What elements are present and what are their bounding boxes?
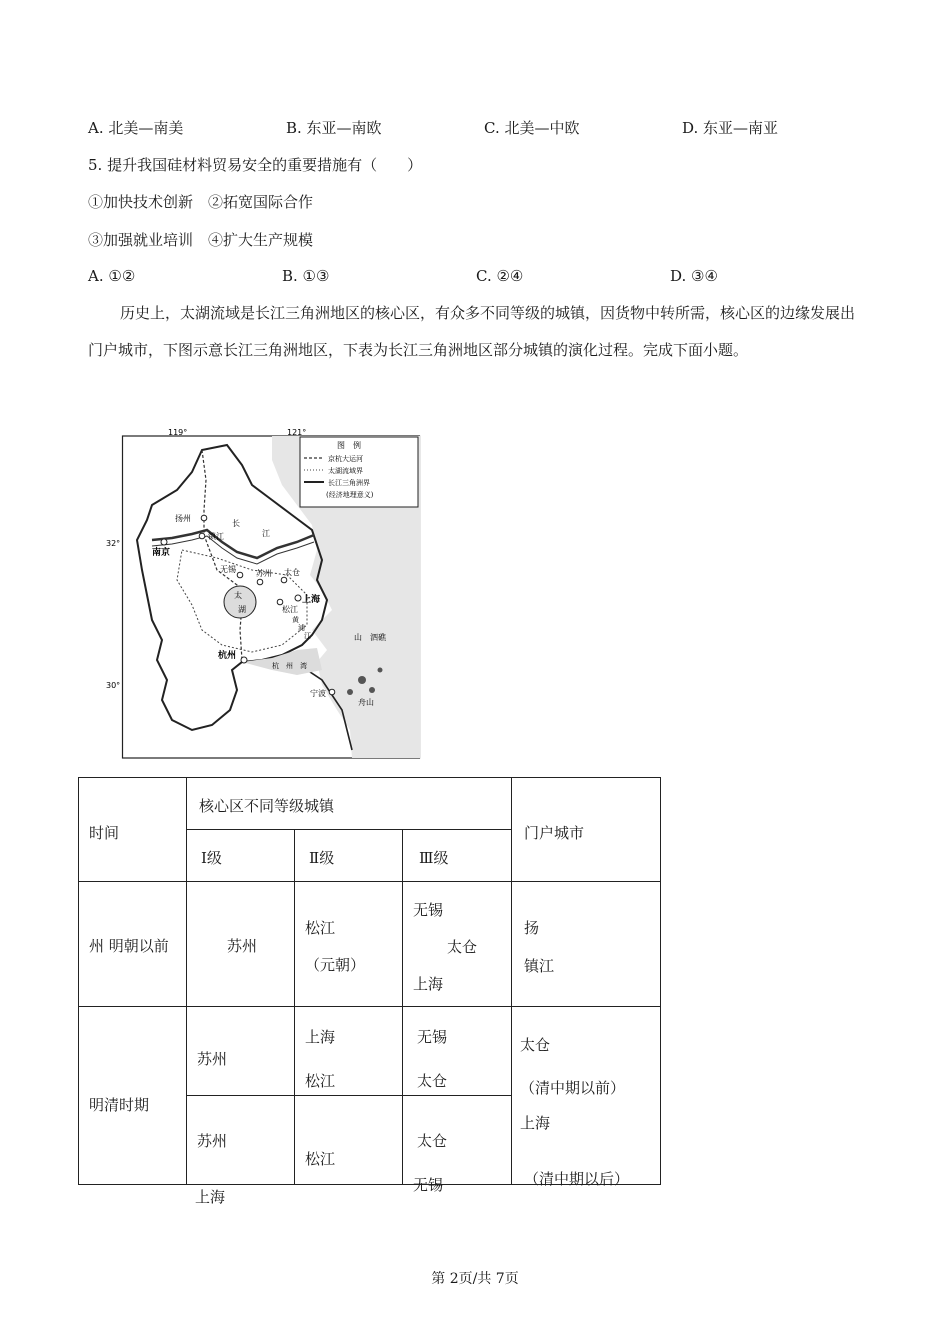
row1-gw-cell [512,882,661,1007]
header-gateway-cell [512,778,661,882]
row2-l3-bot-cell [403,1096,512,1194]
row2-gw-d: （清中期以后） [524,1169,630,1188]
row2-l2-top-cell [295,1007,403,1096]
lake-label-tai: 太 [234,591,242,600]
q4-option-b: B. 东亚—南欧 [286,119,382,137]
row1-gw-a: 扬 [524,919,540,937]
city-songjiang: 松江 [282,605,298,614]
row1-l3b: 太仓 [447,938,478,956]
row2-gw-cell [512,1007,661,1188]
row1-l2b: （元朝） [305,956,366,974]
legend-item-basin: 太湖流域界 [328,467,363,475]
city-dot-yangzhou [201,515,207,521]
legend-title: 图 例 [337,441,361,450]
level-2: Ⅱ级 [309,849,335,867]
passage-text: 历史上，太湖流域是长江三角洲地区的核心区，有众多不同等级的城镇，因货物中转所需，核心区的边缘发展出门户城市，下图示意长江三角洲地区，下表为长江三角洲地区部分城镇的演化过程。完成下面小题。 [88,304,856,359]
row2-gw-a: 太仓 [520,1035,551,1054]
q5-option-c: C. ②④ [476,267,524,285]
row1-l3c: 上海 [413,975,444,993]
q5-option-d: D. ③④ [670,267,718,285]
row2-l3b-bot: 无锡 [413,1176,444,1194]
legend-item-delta-note: (经济地理意义) [326,491,374,499]
yangtze-delta-map [106,428,422,760]
city-dot-zhenjiang [199,533,205,539]
row2-l1-bot-extra: 上海 [195,1188,226,1206]
header-time: 时间 [89,823,120,842]
town-evolution-table [78,777,661,1194]
row1-l3-cell [403,882,512,1007]
bay-label: 杭 州 湾 [272,662,307,670]
passage [88,295,868,369]
q5-items-line1: ①加快技术创新 ②拓宽国际合作 [88,193,314,211]
row2-l2b-top: 松江 [305,1072,336,1090]
q5-stem: 5. 提升我国硅材料贸易安全的重要措施有（ ） [88,156,423,174]
page-footer: 第 2页/共 7页 [431,1271,519,1287]
row2-l3b-top: 太仓 [417,1072,448,1090]
level-1: Ⅰ级 [201,849,222,867]
island [347,689,353,695]
island-label-sijiao: 山 泗礁 [354,633,386,642]
q4-option-c: C. 北美—中欧 [484,119,580,137]
island [378,668,383,673]
q5-items-line2: ③加强就业培训 ④扩大生产规模 [88,231,314,249]
island [358,676,366,684]
header-core-cell [187,778,512,830]
row2-l2a-top: 上海 [305,1028,336,1046]
row2-l3-top-cell [403,1007,512,1096]
river-label-pu: 浦 [298,624,305,632]
row1-time-cell [79,882,187,1007]
river-label-jiang2: 江 [304,632,311,640]
q5-option-b: B. ①③ [282,267,330,285]
row2-l2-bot: 松江 [305,1150,336,1168]
level-2-cell [295,830,403,882]
lat-label-30: 30° [106,681,121,690]
level-3: Ⅲ级 [419,849,449,867]
q5-option-a: A. ①② [88,267,136,285]
row2-l1-top-cell [187,1007,295,1096]
city-dot-ningbo [329,689,335,695]
row1-l1-cell [187,882,295,1007]
row2-l1-bot-cell [187,1096,295,1185]
legend-item-canal: 京杭大运河 [328,455,363,463]
header-gateway: 门户城市 [524,823,585,842]
map-svg [106,428,422,760]
row1-l3a: 无锡 [413,901,444,919]
city-zhenjiang: 镇江 [208,532,224,541]
river-label-chang: 长 [232,519,240,528]
island [369,687,375,693]
header-core: 核心区不同等级城镇 [199,797,335,815]
city-suzhou: 苏州 [256,569,272,578]
row2-l3a-bot: 太仓 [417,1132,448,1150]
row1-l2a: 松江 [305,919,336,937]
row2-gw-c: 上海 [520,1113,551,1132]
row2-time-cell [79,1007,187,1185]
row2-l2-bot-cell [295,1096,403,1185]
header-time-cell [79,778,187,882]
lake-label-hu: 湖 [238,605,246,614]
row2-gw-b: （清中期以前） [520,1078,626,1097]
q4-option-d: D. 东亚—南亚 [682,119,779,137]
lon-label-119: 119° [168,428,188,437]
city-ningbo: 宁波 [310,689,326,698]
city-dot-nanjing [161,539,167,545]
city-hangzhou: 杭州 [218,651,237,661]
city-dot-hangzhou [241,657,247,663]
level-1-cell [187,830,295,882]
lat-label-32: 32° [106,539,121,548]
river-label-jiang: 江 [262,529,270,538]
row2-l1-top: 苏州 [197,1050,228,1068]
lon-label-121: 121° [287,428,307,437]
row1-time: 州 明朝以前 [89,937,169,955]
city-dot-taicang [281,577,287,583]
city-dot-wuxi [237,572,243,578]
row1-l1: 苏州 [227,937,258,955]
legend-item-delta: 长江三角洲界 [328,479,370,487]
level-3-cell [403,830,512,882]
row1-gw-b: 镇江 [524,957,555,975]
row1-l2-cell [295,882,403,1007]
row2-l1-bot: 苏州 [197,1132,228,1150]
city-wuxi: 无锡 [220,565,236,574]
city-dot-suzhou [257,579,263,585]
city-taicang: 太仓 [284,568,300,577]
row2-time: 明清时期 [89,1095,150,1114]
city-dot-shanghai [295,595,301,601]
q4-option-a: A. 北美—南美 [88,119,184,137]
city-shanghai: 上海 [302,595,321,605]
row2-l3a-top: 无锡 [417,1028,448,1046]
island-label-zhoushan: 舟山 [358,698,374,707]
river-label-huang: 黄 [292,616,299,624]
city-yangzhou: 扬州 [175,514,191,523]
city-dot-songjiang [277,599,283,605]
city-nanjing: 南京 [152,548,171,558]
